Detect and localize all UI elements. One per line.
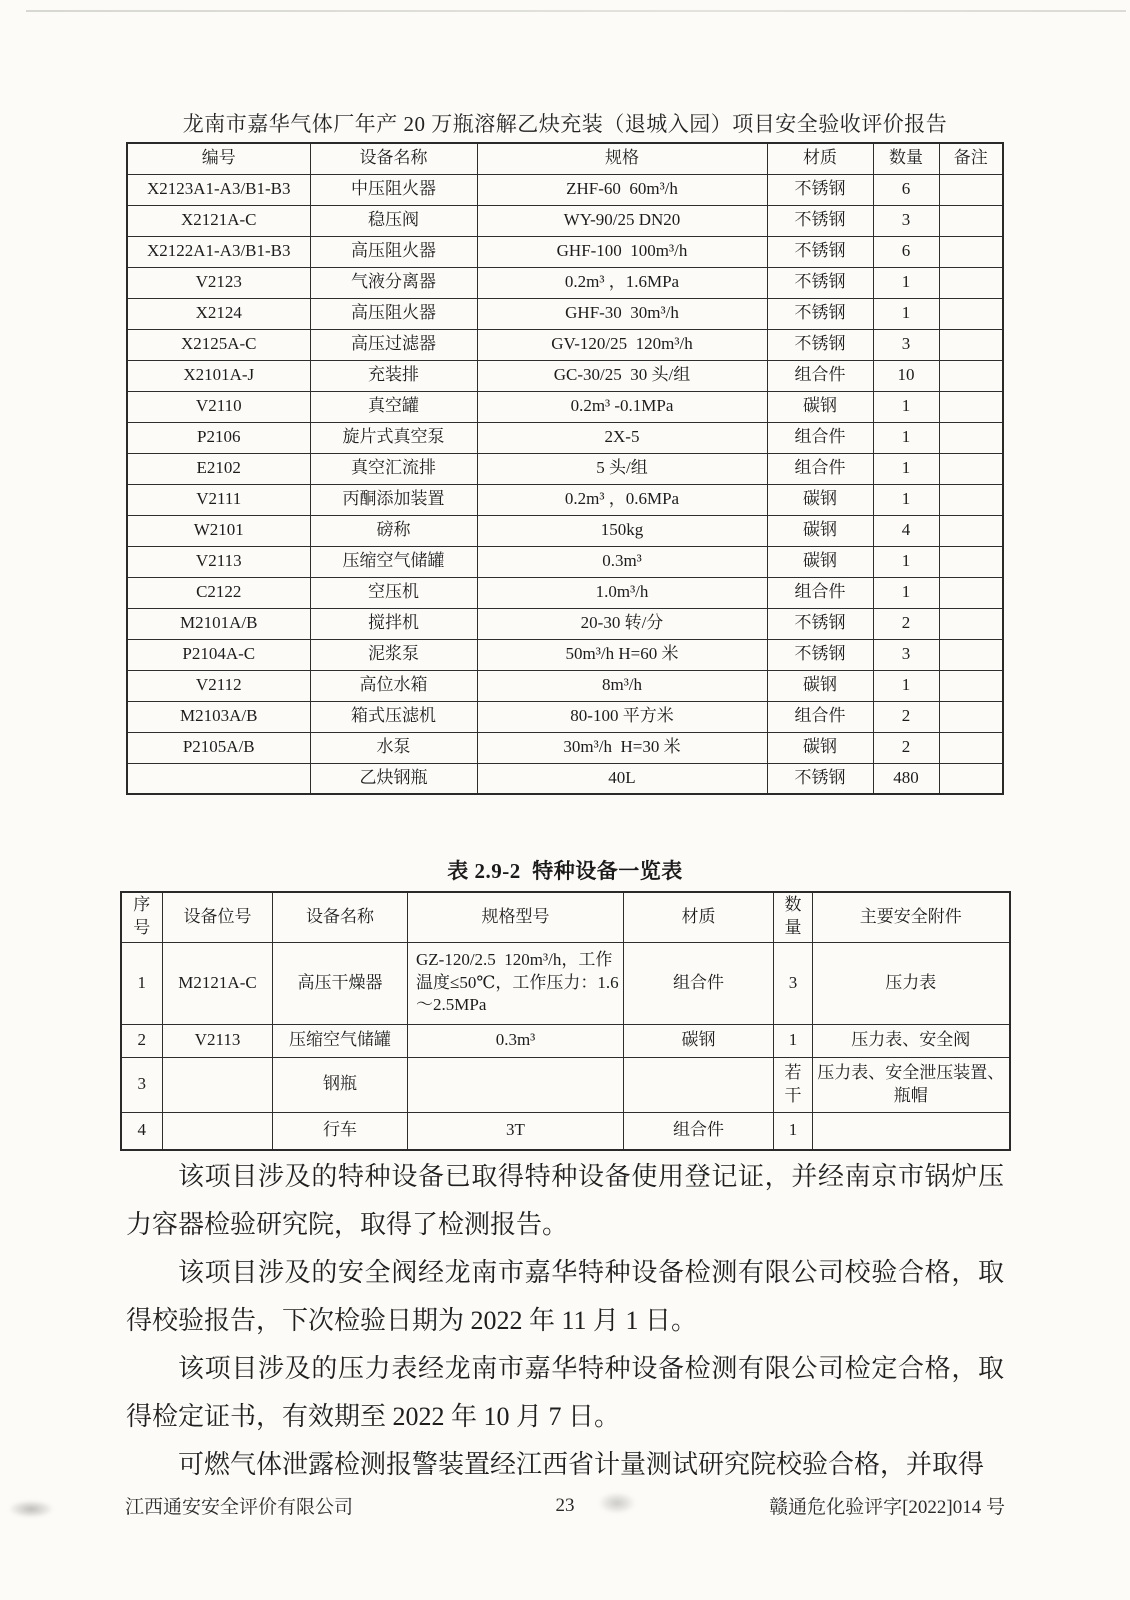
table-cell: 压力表、安全泄压装置、瓶帽: [813, 1057, 1010, 1112]
table-cell: V2123: [127, 267, 310, 298]
table-cell: [939, 205, 1003, 236]
table-cell: 组合件: [767, 701, 873, 732]
table-cell: 旋片式真空泵: [310, 422, 477, 453]
table-cell: 3: [121, 1057, 163, 1112]
table-cell: E2102: [127, 453, 310, 484]
table-cell: 3T: [408, 1112, 624, 1150]
table-cell: GHF-100 100m³/h: [477, 236, 767, 267]
table-cell: [939, 546, 1003, 577]
table-row: [121, 1057, 1010, 1112]
table-cell: C2122: [127, 577, 310, 608]
table-cell: 8m³/h: [477, 670, 767, 701]
header-cell: 规格型号: [408, 892, 624, 942]
table-cell: 1: [873, 546, 939, 577]
body-text: [126, 1153, 1004, 1489]
table-cell: GV-120/25 120m³/h: [477, 329, 767, 360]
table-cell: 高压干燥器: [273, 942, 408, 1024]
header-cell: 编号: [127, 143, 310, 174]
table-cell: WY-90/25 DN20: [477, 205, 767, 236]
header-row: [121, 892, 1010, 942]
table-row: [127, 391, 1003, 422]
table-cell: 高压阻火器: [310, 298, 477, 329]
table-cell: 50m³/h H=60 米: [477, 639, 767, 670]
table-cell: 不锈钢: [767, 329, 873, 360]
table-row: [127, 701, 1003, 732]
table-cell: 稳压阀: [310, 205, 477, 236]
table-cell: 4: [121, 1112, 163, 1150]
table-cell: 组合件: [767, 577, 873, 608]
table-cell: [408, 1057, 624, 1112]
table-cell: 5 头/组: [477, 453, 767, 484]
table-cell: [939, 701, 1003, 732]
table-cell: X2124: [127, 298, 310, 329]
table-cell: 中压阻火器: [310, 174, 477, 205]
table-cell: 乙炔钢瓶: [310, 763, 477, 794]
table-cell: 不锈钢: [767, 236, 873, 267]
table-cell: 碳钢: [767, 732, 873, 763]
header-cell: 数量: [774, 892, 813, 942]
table-cell: 不锈钢: [767, 267, 873, 298]
special-equipment-table-caption: 表 2.9-2 特种设备一览表: [447, 859, 683, 883]
table-cell: 6: [873, 174, 939, 205]
table-cell: 碳钢: [624, 1024, 774, 1057]
table-row: [121, 1024, 1010, 1057]
table-cell: ZHF-60 60m³/h: [477, 174, 767, 205]
table-cell: 高位水箱: [310, 670, 477, 701]
table-cell: 3: [873, 205, 939, 236]
table-cell: [163, 1112, 273, 1150]
table-cell: [939, 298, 1003, 329]
table-cell: 2X-5: [477, 422, 767, 453]
table-cell: [939, 484, 1003, 515]
table-cell: 组合件: [767, 360, 873, 391]
table-row: [127, 670, 1003, 701]
table-cell: 1: [873, 453, 939, 484]
table-cell: 6: [873, 236, 939, 267]
table-cell: X2122A1-A3/B1-B3: [127, 236, 310, 267]
table-row: [127, 174, 1003, 205]
table-cell: 组合件: [624, 1112, 774, 1150]
table-cell: 气液分离器: [310, 267, 477, 298]
table-cell: GC-30/25 30 头/组: [477, 360, 767, 391]
paragraph: 该项目涉及的安全阀经龙南市嘉华特种设备检测有限公司校验合格，取得校验报告，下次检验日期为 2022 年 11 月 1 日。: [126, 1258, 1004, 1335]
table-cell: 不锈钢: [767, 298, 873, 329]
table-cell: 3: [873, 329, 939, 360]
scan-edge-line: [26, 10, 1126, 12]
table-cell: [624, 1057, 774, 1112]
table-cell: 1: [873, 484, 939, 515]
table-cell: 碳钢: [767, 484, 873, 515]
table-cell: 不锈钢: [767, 763, 873, 794]
table-cell: [939, 236, 1003, 267]
table-cell: V2113: [163, 1024, 273, 1057]
table-cell: 真空罐: [310, 391, 477, 422]
footer-company: 江西通安安全评价有限公司: [125, 1497, 354, 1518]
table-cell: P2104A-C: [127, 639, 310, 670]
page-title: 龙南市嘉华气体厂年产 20 万瓶溶解乙炔充装（退城入园）项目安全验收评价报告: [182, 112, 948, 136]
table-cell: X2121A-C: [127, 205, 310, 236]
table-row: [127, 484, 1003, 515]
table-cell: V2111: [127, 484, 310, 515]
table-cell: 空压机: [310, 577, 477, 608]
table-row: [127, 608, 1003, 639]
table-cell: [939, 732, 1003, 763]
table-cell: 80-100 平方米: [477, 701, 767, 732]
header-cell: 主要安全附件: [813, 892, 1010, 942]
table-cell: 高压过滤器: [310, 329, 477, 360]
special-equipment-table: [120, 891, 1011, 1151]
table-cell: 不锈钢: [767, 174, 873, 205]
table-row: [127, 453, 1003, 484]
table-row: [127, 639, 1003, 670]
table-cell: [813, 1112, 1010, 1150]
footer-page-number: 23: [555, 1494, 575, 1516]
table-cell: 2: [873, 701, 939, 732]
table-cell: 泥浆泵: [310, 639, 477, 670]
table-cell: 不锈钢: [767, 608, 873, 639]
paragraph: 该项目涉及的压力表经龙南市嘉华特种设备检测有限公司检定合格，取得检定证书，有效期至 2022 年 10 月 7 日。: [126, 1354, 1004, 1431]
table-cell: 充装排: [310, 360, 477, 391]
table-cell: 碳钢: [767, 391, 873, 422]
table-cell: [939, 422, 1003, 453]
table-cell: 1: [873, 670, 939, 701]
table-cell: 磅称: [310, 515, 477, 546]
table-cell: W2101: [127, 515, 310, 546]
table-cell: 2: [121, 1024, 163, 1057]
header-cell: 序号: [121, 892, 163, 942]
table-row: [127, 205, 1003, 236]
header-cell: 备注: [939, 143, 1003, 174]
table-cell: 1: [873, 422, 939, 453]
header-cell: 材质: [767, 143, 873, 174]
table-row: [127, 546, 1003, 577]
table-cell: 0.3m³: [408, 1024, 624, 1057]
table-cell: X2101A-J: [127, 360, 310, 391]
table-cell: 1: [873, 577, 939, 608]
table-cell: 150kg: [477, 515, 767, 546]
table-cell: 30m³/h H=30 米: [477, 732, 767, 763]
table-cell: 组合件: [624, 942, 774, 1024]
footer-doc-number: 赣通危化验评字[2022]014 号: [769, 1497, 1005, 1518]
table-cell: 箱式压滤机: [310, 701, 477, 732]
header-cell: 设备位号: [163, 892, 273, 942]
table-cell: 压缩空气储罐: [310, 546, 477, 577]
table-row: [127, 329, 1003, 360]
table-cell: M2121A-C: [163, 942, 273, 1024]
table-cell: 480: [873, 763, 939, 794]
table-row: [121, 1112, 1010, 1150]
table-cell: V2113: [127, 546, 310, 577]
paragraph: 该项目涉及的特种设备已取得特种设备使用登记证，并经南京市锅炉压力容器检验研究院，取得了检测报告。: [126, 1162, 1004, 1239]
table-cell: [939, 608, 1003, 639]
table-cell: 3: [873, 639, 939, 670]
table-cell: [939, 515, 1003, 546]
table-cell: 2: [873, 608, 939, 639]
table-cell: X2125A-C: [127, 329, 310, 360]
table-cell: 组合件: [767, 453, 873, 484]
table-cell: 压力表、安全阀: [813, 1024, 1010, 1057]
table-cell: 4: [873, 515, 939, 546]
table-cell: P2106: [127, 422, 310, 453]
table-cell: 1: [121, 942, 163, 1024]
table-cell: V2110: [127, 391, 310, 422]
table-row: [127, 515, 1003, 546]
table-cell: 2: [873, 732, 939, 763]
table-row: [121, 942, 1010, 1024]
table-cell: GZ-120/2.5 120m³/h，工作温度≤50℃，工作压力：1.6～2.5MPa: [408, 942, 624, 1024]
table-row: [127, 732, 1003, 763]
table-cell: [939, 763, 1003, 794]
table-cell: 若干: [774, 1057, 813, 1112]
table-row: [127, 763, 1003, 794]
page-footer: [0, 1492, 1130, 1519]
table-cell: M2101A/B: [127, 608, 310, 639]
table-cell: 组合件: [767, 422, 873, 453]
table-cell: 1: [873, 391, 939, 422]
table-cell: 1: [873, 267, 939, 298]
table-cell: 3: [774, 942, 813, 1024]
table-cell: 不锈钢: [767, 205, 873, 236]
header-row: [127, 143, 1003, 174]
table-cell: M2103A/B: [127, 701, 310, 732]
table-cell: 压缩空气储罐: [273, 1024, 408, 1057]
table-cell: [939, 453, 1003, 484]
paragraph: 可燃气体泄露检测报警装置经江西省计量测试研究院校验合格，并取得: [178, 1450, 985, 1479]
table-cell: P2105A/B: [127, 732, 310, 763]
table-cell: 压力表: [813, 942, 1010, 1024]
table-row: [127, 360, 1003, 391]
table-row: [127, 267, 1003, 298]
table-cell: [939, 670, 1003, 701]
table-cell: 碳钢: [767, 670, 873, 701]
table-cell: 水泵: [310, 732, 477, 763]
table-cell: [939, 577, 1003, 608]
table-cell: 碳钢: [767, 546, 873, 577]
table-cell: 1: [873, 298, 939, 329]
header-cell: 材质: [624, 892, 774, 942]
header-cell: 数量: [873, 143, 939, 174]
table-cell: 钢瓶: [273, 1057, 408, 1112]
table-cell: 真空汇流排: [310, 453, 477, 484]
table-cell: 搅拌机: [310, 608, 477, 639]
table-cell: 20-30 转/分: [477, 608, 767, 639]
table-cell: 0.2m³ ，1.6MPa: [477, 267, 767, 298]
table-cell: [939, 639, 1003, 670]
table-cell: 1: [774, 1024, 813, 1057]
table-cell: 高压阻火器: [310, 236, 477, 267]
table-cell: 行车: [273, 1112, 408, 1150]
table-cell: [939, 360, 1003, 391]
table-cell: V2112: [127, 670, 310, 701]
table-cell: 不锈钢: [767, 639, 873, 670]
table-cell: 碳钢: [767, 515, 873, 546]
table-cell: [127, 763, 310, 794]
table-cell: [939, 391, 1003, 422]
table-cell: 0.3m³: [477, 546, 767, 577]
table-cell: 丙酮添加装置: [310, 484, 477, 515]
table-cell: [939, 174, 1003, 205]
table-cell: 1: [774, 1112, 813, 1150]
header-cell: 设备名称: [273, 892, 408, 942]
table-row: [127, 298, 1003, 329]
table-cell: 10: [873, 360, 939, 391]
table-cell: 0.2m³ ，0.6MPa: [477, 484, 767, 515]
table-cell: 1.0m³/h: [477, 577, 767, 608]
equipment-list-table: [126, 142, 1004, 795]
header-cell: 规格: [477, 143, 767, 174]
table-cell: 0.2m³ -0.1MPa: [477, 391, 767, 422]
table-cell: [163, 1057, 273, 1112]
header-cell: 设备名称: [310, 143, 477, 174]
table-cell: [939, 329, 1003, 360]
table-row: [127, 236, 1003, 267]
table-cell: X2123A1-A3/B1-B3: [127, 174, 310, 205]
table-row: [127, 577, 1003, 608]
table-cell: 40L: [477, 763, 767, 794]
table-cell: [939, 267, 1003, 298]
table-row: [127, 422, 1003, 453]
table-cell: GHF-30 30m³/h: [477, 298, 767, 329]
